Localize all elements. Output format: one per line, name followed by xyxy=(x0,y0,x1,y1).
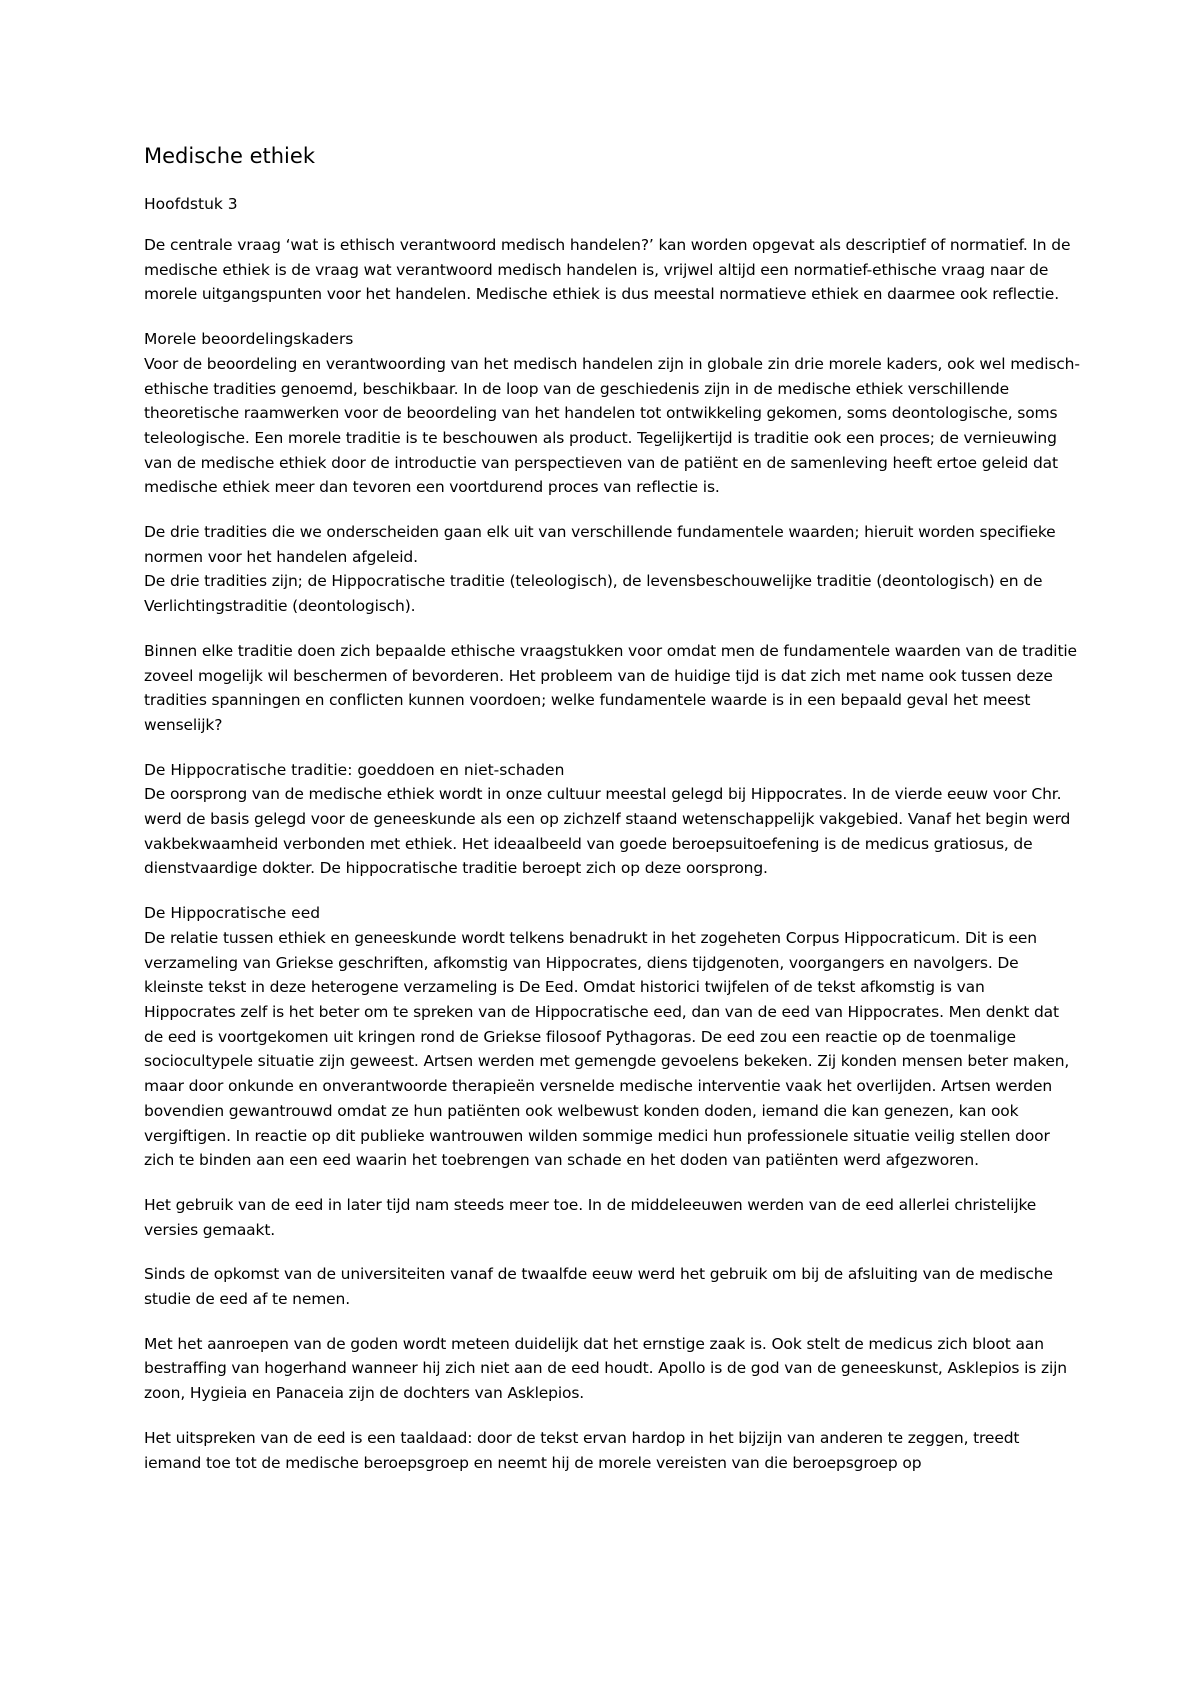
body-paragraph: De drie tradities die we onderscheiden gaan elk uit van verschillende fundamentele waarden; hieruit worden specifieke normen voor het handelen afgeleid. xyxy=(144,523,1056,566)
document-section xyxy=(144,1332,1080,1406)
document-body xyxy=(144,233,1080,1475)
document-section xyxy=(144,639,1080,738)
body-paragraph: De centrale vraag ‘wat is ethisch verantwoord medisch handelen?’ kan worden opgevat als descriptief of normatief. In de medische ethiek is de vraag wat verantwoord medisch handelen is, vrijwel altijd een normatief-ethische vraag naar de morele uitgangspunten voor het handelen. Medische ethiek is dus meestal normatieve ethiek en daarmee ook reflectie. xyxy=(144,236,1071,304)
document-section xyxy=(144,901,1080,1173)
section-heading: De Hippocratische eed xyxy=(144,904,321,923)
document-section xyxy=(144,520,1080,619)
body-paragraph: Het uitspreken van de eed is een taaldaad: door de tekst ervan hardop in het bijzijn van anderen te zeggen, treedt iemand toe tot de medische beroepsgroep en neemt hij de morele vereisten van die beroepsgroep op xyxy=(144,1428,1020,1472)
document-section xyxy=(144,233,1080,307)
section-heading: Morele beoordelingskaders xyxy=(144,330,354,349)
document-section xyxy=(144,758,1080,882)
document-section xyxy=(144,1193,1080,1242)
body-paragraph: De relatie tussen ethiek en geneeskunde wordt telkens benadrukt in het zogeheten Corpus Hippocraticum. Dit is een verzameling van Griekse geschriften, afkomstig van Hippocrates, diens tijdgenoten, voorgangers en navolgers. De kleinste tekst in deze heterogene verzameling is De Eed. Omdat historici twijfelen of de tekst afkomstig is van Hippocrates zelf is het beter om te spreken van de Hippocratische eed, dan van de eed van Hippocrates. Men denkt dat de eed is voortgekomen uit kringen rond de Griekse filosoof Pythagoras. De eed zou een reactie op de toenmalige sociocultурele situatie zijn geweest. Artsen werden met gemengde gevoelens bekeken. Zij konden mensen beter maken, maar door onkunde en onverantwoorde therapieën versnelde medische interventie vaak het overlijden. Artsen werden bovendien gewantrouwd omdat ze hun patiënten ook welbewust konden doden, iemand die kan genezen, kan ook vergiftigen. In reactie op dit publieke wantrouwen wilden sommige medici hun professionele situatie veilig stellen door zich te binden aan een eed waarin het toebrengen van schade en het doden van patiënten werd afgezworen. xyxy=(144,928,1070,1170)
body-paragraph: Het gebruik van de eed in later tijd nam steeds meer toe. In de middeleeuwen werden van de eed allerlei christelijke versies gemaakt. xyxy=(144,1195,1037,1239)
section-heading: De Hippocratische traditie: goeddoen en niet-schaden xyxy=(144,760,565,779)
document-title: Medische ethiek xyxy=(144,144,315,168)
body-paragraph: Sinds de opkomst van de universiteiten vanaf de twaalfde eeuw werd het gebruik om bij de afsluiting van de medische studie de eed af te nemen. xyxy=(144,1265,1053,1309)
body-paragraph: De oorsprong van de medische ethiek wordt in onze cultuur meestal gelegd bij Hippocrates. In de vierde eeuw voor Chr. werd de basis gelegd voor de geneeskunde als een op zichzelf staand wetenschappelijk vakgebied. Vanaf het begin werd vakbekwaamheid verbonden met ethiek. Het ideaalbeeld van goede beroepsuitoefening is de medicus gratiosus, de dienstvaardige dokter. De hippocratische traditie beroept zich op deze oorsprong. xyxy=(144,785,1071,878)
document-section xyxy=(144,1262,1080,1311)
document-section xyxy=(144,1426,1080,1475)
body-paragraph: Met het aanroepen van de goden wordt meteen duidelijk dat het ernstige zaak is. Ook stelt de medicus zich bloot aan bestraffing van hogerhand wanneer hij zich niet aan de eed houdt. Apollo is de god van de geneeskunst, Asklepios is zijn zoon, Hygieia en Panaceia zijn de dochters van Asklepios. xyxy=(144,1334,1067,1403)
body-paragraph: Binnen elke traditie doen zich bepaalde ethische vraagstukken voor omdat men de fundamentele waarden van de traditie zoveel mogelijk wil beschermen of bevorderen. Het probleem van de huidige tijd is dat zich met name ook tussen deze tradities spanningen en conflicten kunnen voordoen; welke fundamentele waarde is in een bepaald geval het meest wenselijk? xyxy=(144,641,1077,734)
chapter-heading: Hoofdstuk 3 xyxy=(144,195,238,213)
body-paragraph: De drie tradities zijn; de Hippocratische traditie (teleologisch), de levensbeschouwelijke traditie (deontologisch) en de Verlichtingstraditie (deontologisch). xyxy=(144,572,1043,616)
document-section xyxy=(144,327,1080,500)
body-paragraph: Voor de beoordeling en verantwoording van het medisch handelen zijn in globale zin drie morele kaders, ook wel medisch-ethische tradities genoemd, beschikbaar. In de loop van de geschiedenis zijn in de medische ethiek verschillende theoretische raamwerken voor de beoordeling van het handelen tot ontwikkeling gekomen, soms deontologische, soms teleologische. Een morele traditie is te beschouwen als product. Tegelijkertijd is traditie ook een proces; de vernieuwing van de medische ethiek door de introductie van perspectieven van de patiënt en de samenleving heeft ertoe geleid dat medische ethiek meer dan tevoren een voortdurend proces van reflectie is. xyxy=(144,354,1080,497)
